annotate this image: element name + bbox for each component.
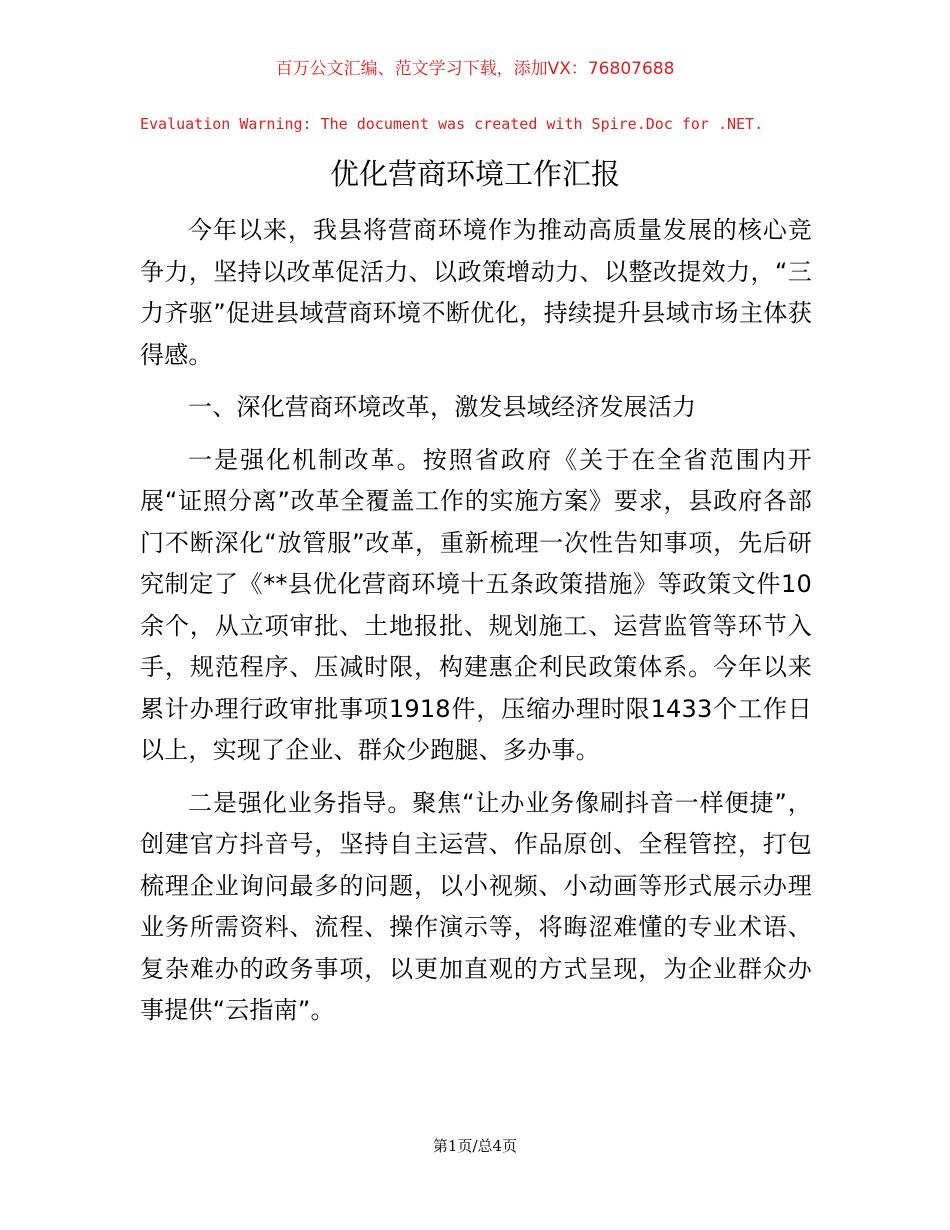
paragraph-intro: 今年以来，我县将营商环境作为推动高质量发展的核心竞争力，坚持以改革促活力、以政策增动力、以整改提效力，“三力齐驱”促进县域营商环境不断优化，持续提升县域市场主体获得感。 (140, 216, 812, 369)
paragraph-business-guidance: 二是强化业务指导。聚焦“让办业务像刷抖音一样便捷”，创建官方抖音号，坚持自主运营、作品原创、全程管控，打包梳理企业询问最多的问题，以小视频、小动画等形式展示办理业务所需资料、流程、操作演示等，将晦涩难懂的专业术语、复杂难办的政务事项，以更加直观的方式呈现，为企业群众办事提供“云指南”。 (140, 788, 812, 1024)
document-title: 优化营商环境工作汇报 (329, 157, 620, 191)
header-ad-text: 百万公文汇编、范文学习下载，添加VX：76807688 (275, 59, 675, 79)
page-number-footer: 第1页/总4页 (432, 1137, 518, 1155)
evaluation-warning: Evaluation Warning: The document was created with Spire.Doc for .NET. (140, 115, 764, 133)
paragraph-section-heading: 一、深化营商环境改革，激发县域经济发展活力 (188, 393, 697, 421)
document-body (140, 210, 812, 1032)
paragraph-mechanism-reform: 一是强化机制改革。按照省政府《关于在全省范围内开展“证照分离”改革全覆盖工作的实施方案》要求，县政府各部门不断深化“放管服”改革，重新梳理一次性告知事项，先后研究制定了《**县优化营商环境十五条政策措施》等政策文件10余个，从立项审批、土地报批、规划施工、运营监管等环节入手，规范程序、压减时限，构建惠企利民政策体系。今年以来累计办理行政审批事项1918件，压缩办理时限1433个工作日以上，实现了企业、群众少跑腿、多办事。 (140, 445, 812, 764)
